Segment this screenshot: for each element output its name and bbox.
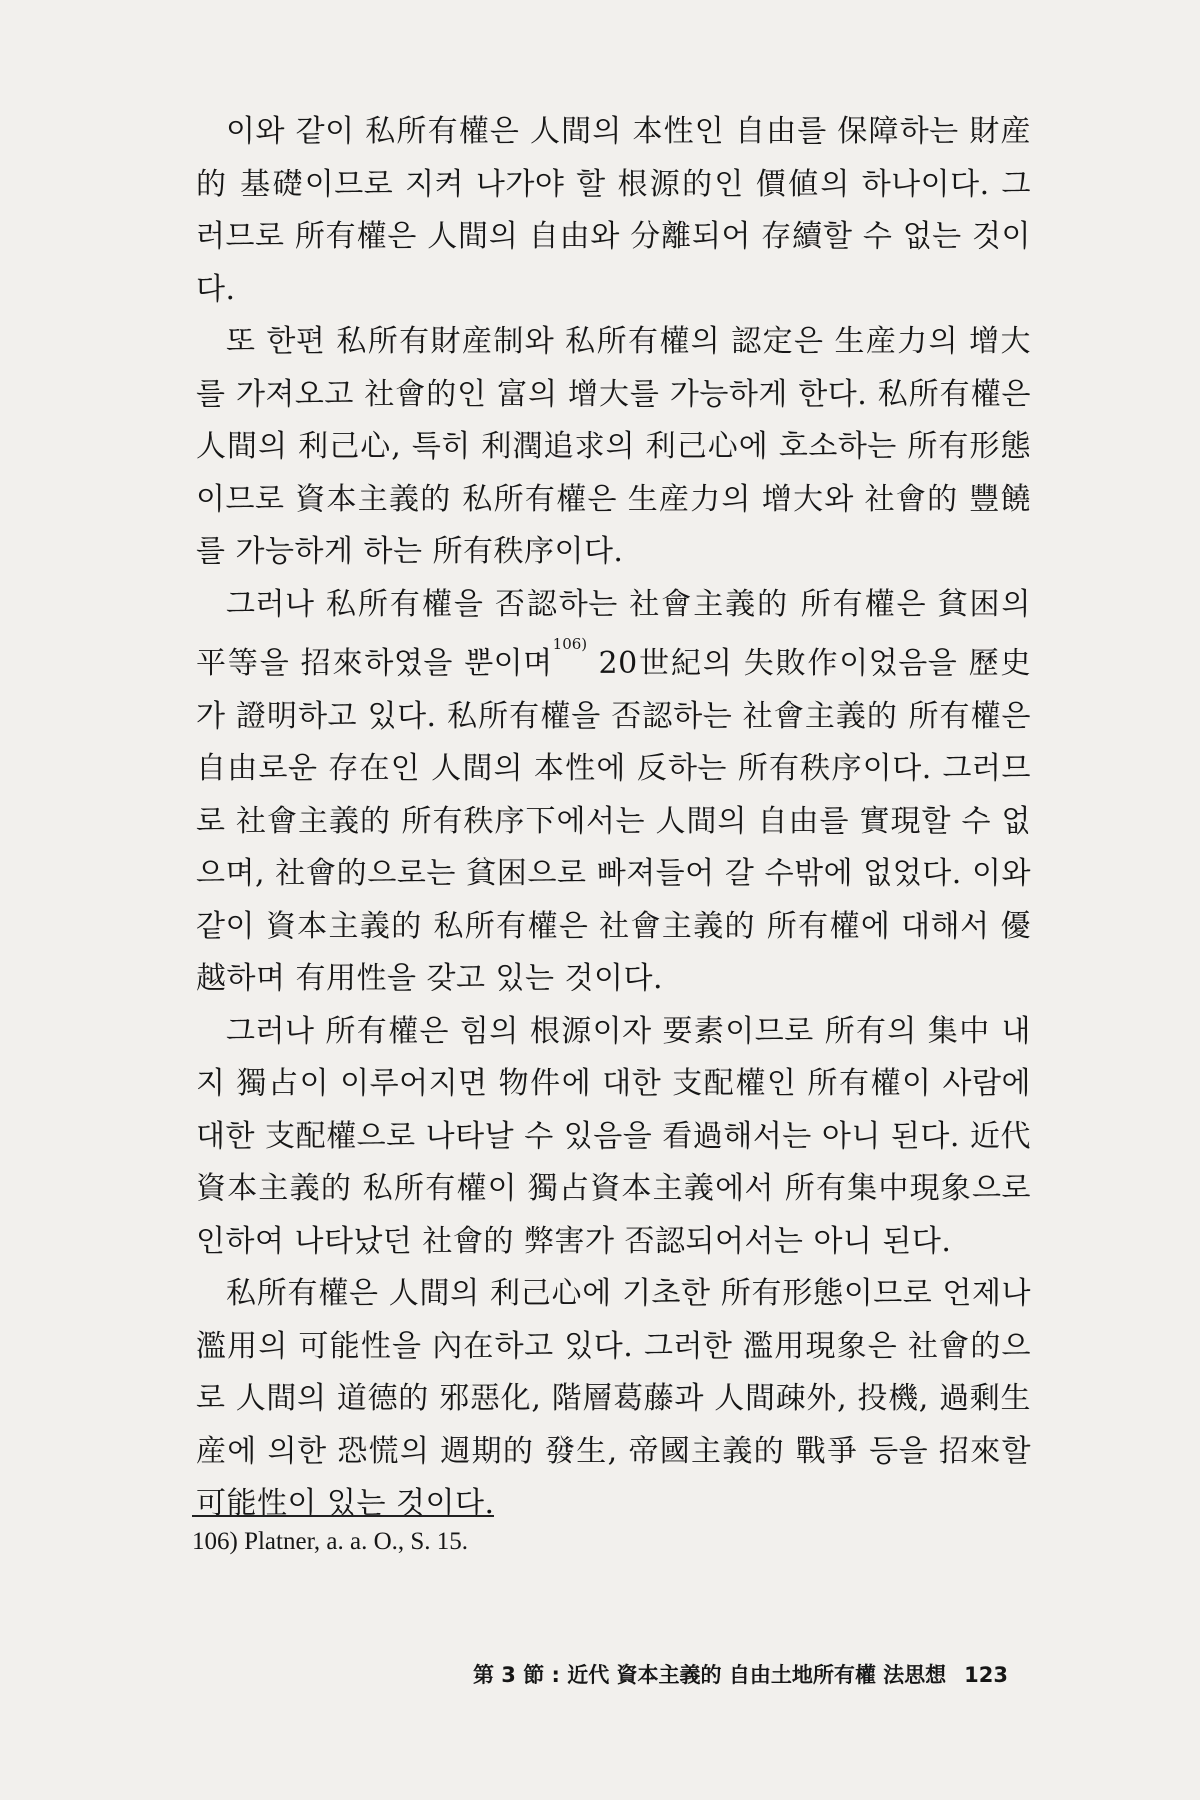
- footnote-divider: [192, 1515, 494, 1517]
- paragraph-5: 私所有權은 人間의 利己心에 기초한 所有形態이므로 언제나 濫用의 可能性을 內在하고 있다. 그러한 濫用現象은 社會的으로 人間의 道德的 邪惡化, 階層葛藤과 人間疎外, 投機, 過剩生産에 의한 恐慌의 週期的 發生, 帝國主義的 戰爭 등을 招來할 可能性이 있는 것이다.: [196, 1276, 1031, 1521]
- paragraph-2: 또 한편 私所有財産制와 私所有權의 認定은 生産力의 增大를 가져오고 社會的인 富의 增大를 가능하게 한다. 私所有權은 人間의 利己心, 특히 利潤追求의 利己心에 호소하는 所有形態이므로 資本主義的 私所有權은 生産力의 增大와 社會的 豐饒를 가능하게 하는 所有秩序이다.: [196, 324, 1031, 569]
- paragraph-3-part-1: 그러나 私所有權을 否認하는 社會主義的 所有權은 貧困의 平等을 招來하였을 뿐이며: [196, 586, 1031, 681]
- page-number: 123: [964, 1663, 1008, 1687]
- paragraph-4: 그러나 所有權은 힘의 根源이자 要素이므로 所有의 集中 내지 獨占이 이루어지면 物件에 대한 支配權인 所有權이 사람에 대한 支配權으로 나타날 수 있음을 看過해서는 아니 된다. 近代 資本主義的 私所有權이 獨占資本主義에서 所有集中現象으로 인하여 나타났던 社會的 弊害가 否認되어서는 아니 된다.: [196, 1013, 1031, 1259]
- footnote-106: 106) Platner, a. a. O., S. 15.: [192, 1528, 469, 1555]
- paragraph-1: 이와 같이 私所有權은 人間의 本性인 自由를 保障하는 財産的 基礎이므로 지켜 나가야 할 根源的인 價値의 하나이다. 그러므로 所有權은 人間의 自由와 分離되어 存續할 수 없는 것이다.: [196, 114, 1031, 307]
- paragraph-3-part-2: 20世紀의 失敗作이었음을 歷史가 證明하고 있다. 私所有權을 否認하는 社會主義的 所有權은 自由로운 存在인 人間의 本性에 反하는 所有秩序이다. 그러므로 社會主義的 所有秩序下에서는 人間의 自由를 實現할 수 없으며, 社會的으로는 貧困으로 빠져들어 갈 수밖에 없었다. 이와 같이 資本主義的 私所有權은 社會主義的 所有權에 대해서 優越하며 有用性을 갖고 있는 것이다.: [196, 646, 1032, 996]
- running-footer: [473, 1660, 1008, 1690]
- body-text: [196, 106, 1031, 1531]
- running-title: 第 3 節 : 近代 資本主義的 自由土地所有權 法思想: [472, 1663, 947, 1687]
- paragraph-3: [196, 579, 1031, 1006]
- footnote-reference-106[interactable]: 106): [552, 635, 588, 653]
